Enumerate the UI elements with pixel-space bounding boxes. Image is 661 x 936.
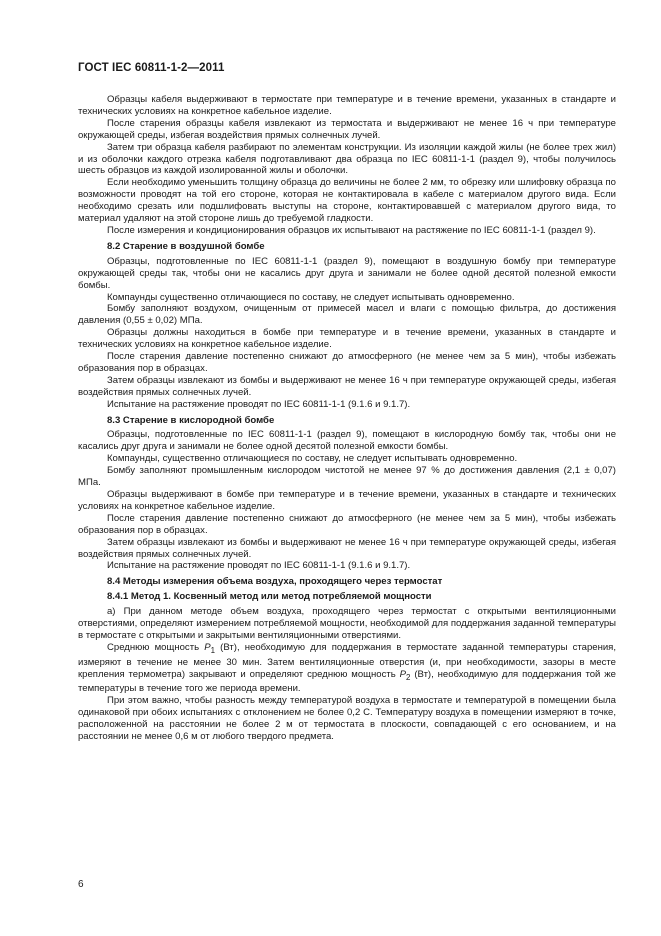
- document-body: [78, 94, 616, 743]
- paragraph: Образцы кабеля выдерживают в термостате при температуре и в течение времени, указанных в стандарте и технических условиях на конкретное кабельное изделие.: [78, 94, 616, 117]
- paragraph-text: Среднюю мощность: [107, 641, 205, 653]
- section-heading-8-4: 8.4 Методы измерения объема воздуха, проходящего через термостат: [107, 576, 443, 588]
- paragraph: Испытание на растяжение проводят по IEC 60811-1-1 (9.1.6 и 9.1.7).: [107, 560, 411, 572]
- paragraph: После старения давление постепенно снижают до атмосферного (не менее чем за 5 мин), чтобы избежать образования пор в образцах.: [78, 351, 616, 374]
- paragraph-text: (Вт), необходимую для поддержания в термостате заданной температуры старения, измеряют в течение не менее 30 мин. Затем вентиляционные отверстия (и, при необходимости, зазоры в месте крепления термометра) закрывают и определяют среднюю мощность: [78, 641, 617, 680]
- paragraph-text: (Вт), необходимую для поддержания той же температуры в течение того же периода времени.: [78, 668, 616, 695]
- paragraph: После измерения и кондиционирования образцов их испытывают на растяжение по IEC 60811-1-1 (раздел 9).: [107, 224, 596, 236]
- paragraph: Компаунды, существенно отличающиеся по составу, не следует испытывать одновременно.: [107, 453, 518, 465]
- paragraph: Затем три образца кабеля разбирают по элементам конструкции. Из изоляции каждой жилы (не более трех жил) и из оболочки каждого отрезка кабеля подготавливают два образца по IEC 60811-1-1 (раздел 9), чтобы получилось шесть образцов из каждой изолированной жилы и оболочки.: [78, 141, 616, 177]
- paragraph: Бомбу заполняют промышленным кислородом чистотой не менее 97 % до достижения давления (2,1 ± 0,07) МПа.: [78, 465, 616, 489]
- paragraph: После старения давление постепенно снижают до атмосферного (не менее чем за 5 мин), чтобы избежать образования пор в образцах.: [78, 512, 616, 536]
- paragraph: Компаунды существенно отличающиеся по составу, не следует испытывать одновременно.: [107, 291, 515, 303]
- paragraph: Затем образцы извлекают из бомбы и выдерживают не менее 16 ч при температуре окружающей среды, избегая воздействия прямых солнечных лучей.: [78, 374, 616, 398]
- paragraph: Образцы выдерживают в бомбе при температуре и в течение времени, указанных в стандарте и технических условиях на конкретное кабельное изделие.: [78, 489, 616, 512]
- section-heading-8-2: 8.2 Старение в воздушной бомбе: [107, 240, 265, 252]
- section-heading-8-4-1: 8.4.1 Метод 1. Косвенный метод или метод потребляемой мощности: [107, 591, 432, 603]
- paragraph: Испытание на растяжение проводят по IEC 60811-1-1 (9.1.6 и 9.1.7).: [107, 398, 411, 410]
- power-symbol-p1: P: [204, 641, 211, 653]
- paragraph: При этом важно, чтобы разность между температурой воздуха в термостате и температурой в помещении была одинаковой при обоих испытаниях с отклонением не более 0,2 С. Температуру воздуха в помещении измеряют в точке, расположенной на расстоянии не более 2 м от термостата в плоскости, совпадающей с его основанием, и на расстоянии не менее 0,6 м от любого твердого предмета.: [78, 695, 616, 743]
- power-subscript-2: 2: [406, 672, 411, 682]
- power-paragraph: [78, 642, 616, 695]
- paragraph: а) При данном методе объем воздуха, проходящего через термостат с открытыми вентиляционными отверстиями, определяют измерением потребляемой мощности, необходимой для поддержания заданной температуры в термостате с открытыми и закрытыми вентиляционными отверстиями.: [78, 606, 616, 641]
- paragraph: Затем образцы извлекают из бомбы и выдерживают не менее 16 ч при температуре окружающей среды, избегая воздействия прямых солнечных лучей.: [78, 536, 616, 560]
- page-header: ГОСТ IEC 60811-1-2—2011: [78, 62, 225, 74]
- page-number: 6: [78, 879, 84, 890]
- paragraph: Образцы, подготовленные по IEC 60811-1-1 (раздел 9), помещают в воздушную бомбу при температуре окружающей среды так, чтобы они не касались друг друга и занимали не более одной десятой полезной емкости бомбы.: [78, 255, 616, 291]
- paragraph: Если необходимо уменьшить толщину образца до величины не более 2 мм, то обрезку или шлифовку образца по возможности проводят на той его стороне, которая не контактировала в кабеле с материалом другого вида. Если необходимо срезать или подшлифовать выступы на стороне, контактировавшей с материалом другого вида, то материал удаляют на этой стороне лишь до требуемой гладкости.: [78, 177, 616, 225]
- power-symbol-p2: P: [399, 668, 407, 680]
- paragraph: Образцы должны находиться в бомбе при температуре и в течение времени, указанных в стандарте и технических условиях на конкретное кабельное изделие.: [78, 327, 616, 351]
- power-subscript-1: 1: [210, 645, 216, 655]
- section-heading-8-3: 8.3 Старение в кислородной бомбе: [107, 414, 275, 426]
- paragraph: Бомбу заполняют воздухом, очищенным от примесей масел и влаги с помощью фильтра, до достижения давления (0,55 ± 0,02) МПа.: [78, 303, 616, 327]
- paragraph: Образцы, подготовленные по IEC 60811-1-1 (раздел 9), помещают в кислородную бомбу так, чтобы они не касались друг друга и занимали не более одной десятой полезной емкости бомбы.: [78, 429, 616, 453]
- paragraph: После старения образцы кабеля извлекают из термостата и выдерживают не менее 16 ч при температуре окружающей среды, избегая воздействия прямых солнечных лучей.: [78, 117, 616, 141]
